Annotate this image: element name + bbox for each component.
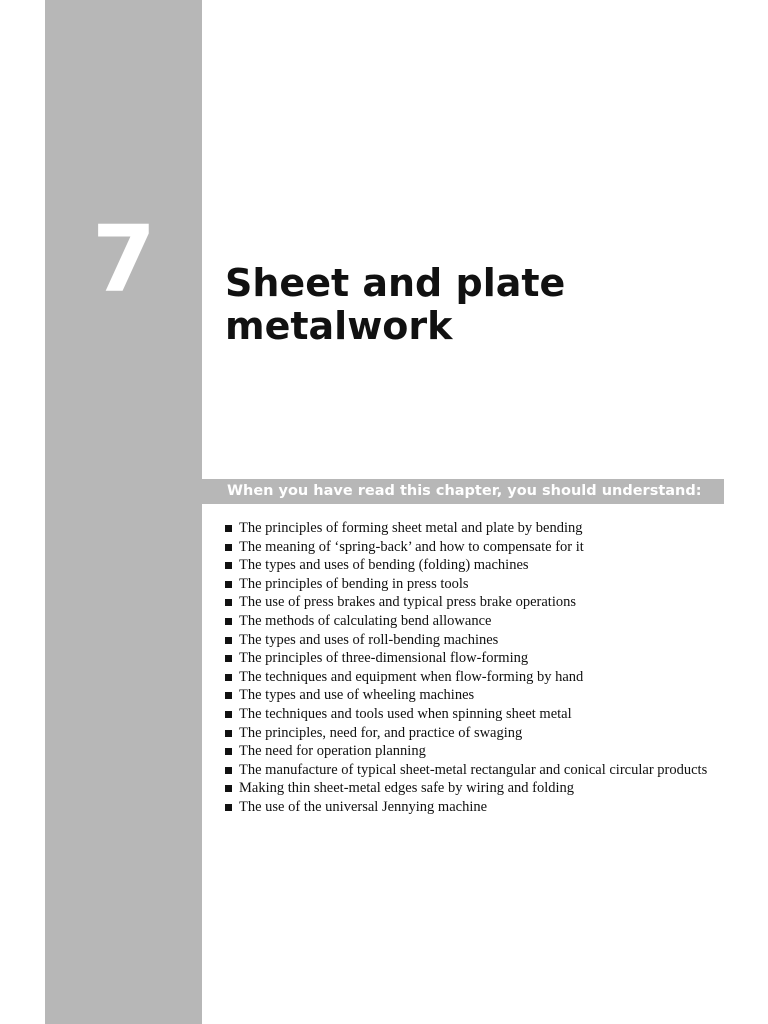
square-bullet-icon bbox=[225, 562, 232, 569]
square-bullet-icon bbox=[225, 544, 232, 551]
objective-item bbox=[224, 761, 714, 780]
objective-item bbox=[224, 686, 714, 705]
chapter-side-bar bbox=[45, 0, 202, 1024]
objective-text: The need for operation planning bbox=[239, 743, 426, 760]
square-bullet-icon bbox=[225, 804, 232, 811]
square-bullet-icon bbox=[225, 748, 232, 755]
square-bullet-icon bbox=[225, 599, 232, 606]
objective-text: The methods of calculating bend allowance bbox=[239, 612, 492, 629]
objective-text: The use of the universal Jennying machine bbox=[239, 798, 488, 815]
objective-text: The use of press brakes and typical press brake operations bbox=[239, 594, 577, 611]
objective-item bbox=[224, 742, 714, 761]
square-bullet-icon bbox=[225, 637, 232, 644]
objective-item bbox=[224, 705, 714, 724]
objective-item bbox=[224, 649, 714, 668]
objective-item bbox=[224, 593, 714, 612]
objective-text: The principles of three-dimensional flow-forming bbox=[239, 650, 529, 667]
chapter-title: Sheet and plate metalwork bbox=[225, 261, 566, 348]
square-bullet-icon bbox=[225, 711, 232, 718]
objective-text: The manufacture of typical sheet-metal rectangular and conical circular products bbox=[239, 761, 708, 778]
objective-text: The principles of bending in press tools bbox=[239, 575, 469, 592]
square-bullet-icon bbox=[225, 525, 232, 532]
square-bullet-icon bbox=[225, 618, 232, 625]
objective-text: The types and uses of roll-bending machines bbox=[239, 631, 499, 648]
objective-item bbox=[224, 519, 714, 538]
objective-item bbox=[224, 724, 714, 743]
objective-text: The types and uses of bending (folding) machines bbox=[239, 557, 529, 574]
objective-text: The types and use of wheeling machines bbox=[239, 687, 475, 704]
objective-item bbox=[224, 612, 714, 631]
square-bullet-icon bbox=[225, 767, 232, 774]
objective-item bbox=[224, 668, 714, 687]
objective-item bbox=[224, 575, 714, 594]
square-bullet-icon bbox=[225, 692, 232, 699]
objective-item bbox=[224, 798, 714, 817]
objective-item bbox=[224, 779, 714, 798]
chapter-number: 7 bbox=[92, 206, 157, 313]
objective-item bbox=[224, 631, 714, 650]
objective-item bbox=[224, 538, 714, 557]
objectives-heading: When you have read this chapter, you should understand: bbox=[227, 483, 702, 499]
objective-text: The principles, need for, and practice of swaging bbox=[239, 724, 523, 741]
objectives-list bbox=[224, 519, 714, 817]
square-bullet-icon bbox=[225, 730, 232, 737]
square-bullet-icon bbox=[225, 785, 232, 792]
objective-text: Making thin sheet-metal edges safe by wiring and folding bbox=[239, 780, 575, 797]
objective-text: The techniques and tools used when spinning sheet metal bbox=[239, 705, 572, 722]
objective-text: The principles of forming sheet metal and plate by bending bbox=[239, 520, 583, 536]
square-bullet-icon bbox=[225, 581, 232, 588]
objective-text: The techniques and equipment when flow-forming by hand bbox=[239, 668, 584, 685]
objective-text: The meaning of ‘spring-back’ and how to compensate for it bbox=[239, 538, 584, 555]
square-bullet-icon bbox=[225, 674, 232, 681]
square-bullet-icon bbox=[225, 655, 232, 662]
objective-item bbox=[224, 556, 714, 575]
